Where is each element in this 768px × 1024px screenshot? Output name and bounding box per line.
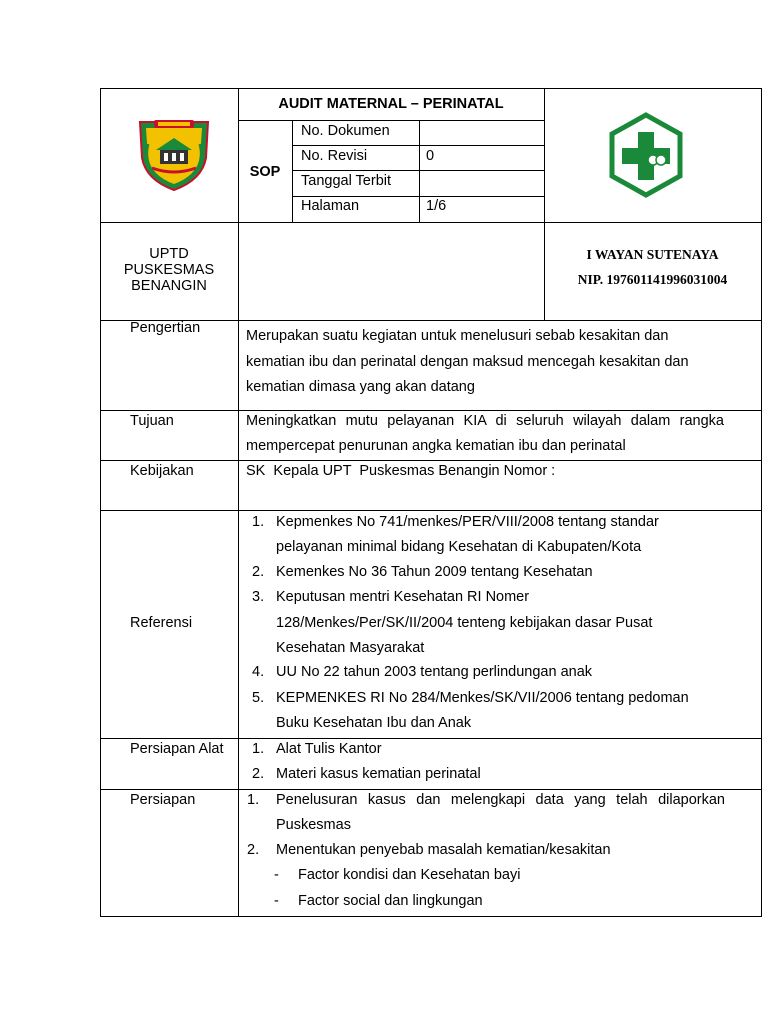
org-name xyxy=(100,246,238,294)
ref-text-2: Kemenkes No 36 Tahun 2009 tentang Kesehatan xyxy=(276,564,593,580)
ref-text-3a: Keputusan mentri Kesehatan RI Nomer xyxy=(276,589,530,605)
text-tujuan-2: mempercepat penurunan angka kematian ibu dan perinatal xyxy=(246,438,626,454)
prep-sub-text-2: Factor social dan lingkungan xyxy=(298,893,483,909)
ref-text-5b: Buku Kesehatan Ibu dan Anak xyxy=(276,715,472,731)
alat-text-1: Alat Tulis Kantor xyxy=(276,741,382,757)
prep-text-1a: Penelusuran kasus dan melengkapi data yang telah dilaporkan xyxy=(276,792,725,808)
signatory-nip: NIP. 197601141996031004 xyxy=(577,272,728,287)
ref-text-1b: pelayanan minimal bidang Kesehatan di Kabupaten/Kota xyxy=(276,539,642,555)
prep-num-2: 2. xyxy=(247,842,260,858)
document-title: AUDIT MATERNAL – PERINATAL xyxy=(278,96,504,112)
text-pengertian-1: Merupakan suatu kegiatan untuk menelusuri sebab kesakitan dan xyxy=(246,328,669,344)
doc-field-value-revisi: 0 xyxy=(426,148,435,164)
text-kebijakan: SK Kepala UPT Puskesmas Benangin Nomor : xyxy=(246,463,556,479)
doc-field-label-dokumen: No. Dokumen xyxy=(301,123,390,139)
text-pengertian-3: kematian dimasa yang akan datang xyxy=(246,379,475,395)
alat-text-2: Materi kasus kematian perinatal xyxy=(276,766,481,782)
regency-emblem-logo xyxy=(134,114,214,194)
ref-num-1: 1. xyxy=(252,514,265,530)
ref-text-3c: Kesehatan Masyarakat xyxy=(276,640,425,656)
doc-field-label-tanggal: Tanggal Terbit xyxy=(301,173,392,189)
doc-field-label-revisi: No. Revisi xyxy=(301,148,368,164)
ref-text-1a: Kepmenkes No 741/menkes/PER/VIII/2008 tentang standar xyxy=(276,514,659,530)
label-kebijakan: Kebijakan xyxy=(130,463,194,479)
prep-bullet-2: - xyxy=(274,893,279,909)
ref-text-4: UU No 22 tahun 2003 tentang perlindungan anak xyxy=(276,664,593,680)
text-tujuan-1: Meningkatkan mutu pelayanan KIA di seluruh wilayah dalam rangka xyxy=(246,413,724,429)
signatory-name: I WAYAN SUTENAYA xyxy=(586,247,719,262)
ref-num-3: 3. xyxy=(252,589,265,605)
org-line-1: UPTD xyxy=(149,246,189,262)
text-pengertian-2: kematian ibu dan perinatal dengan maksud mencegah kesakitan dan xyxy=(246,354,689,370)
prep-num-1: 1. xyxy=(247,792,260,808)
doc-field-value-halaman: 1/6 xyxy=(426,198,447,214)
org-line-3: BENANGIN xyxy=(131,278,207,294)
ref-text-5a: KEPMENKES RI No 284/Menkes/SK/VII/2006 tentang pedoman xyxy=(276,690,689,706)
ref-num-4: 4. xyxy=(252,664,265,680)
ref-num-2: 2. xyxy=(252,564,265,580)
prep-bullet-1: - xyxy=(274,867,279,883)
prep-text-2: Menentukan penyebab masalah kematian/kesakitan xyxy=(276,842,611,858)
label-referensi: Referensi xyxy=(130,615,193,631)
label-pengertian: Pengertian xyxy=(130,320,201,336)
doc-field-label-halaman: Halaman xyxy=(301,198,360,214)
ref-text-3b: 128/Menkes/Per/SK/II/2004 tenteng kebijakan dasar Pusat xyxy=(276,615,653,631)
alat-num-1: 1. xyxy=(252,741,265,757)
prep-text-1b: Puskesmas xyxy=(276,817,351,833)
label-persiapan-alat: Persiapan Alat xyxy=(130,741,224,757)
alat-num-2: 2. xyxy=(252,766,265,782)
sop-label: SOP xyxy=(249,164,281,180)
label-persiapan: Persiapan xyxy=(130,792,196,808)
label-tujuan: Tujuan xyxy=(130,413,174,429)
ref-num-5: 5. xyxy=(252,690,265,706)
org-line-2: PUSKESMAS xyxy=(123,262,215,278)
prep-sub-text-1: Factor kondisi dan Kesehatan bayi xyxy=(298,867,521,883)
puskesmas-logo xyxy=(608,112,684,198)
